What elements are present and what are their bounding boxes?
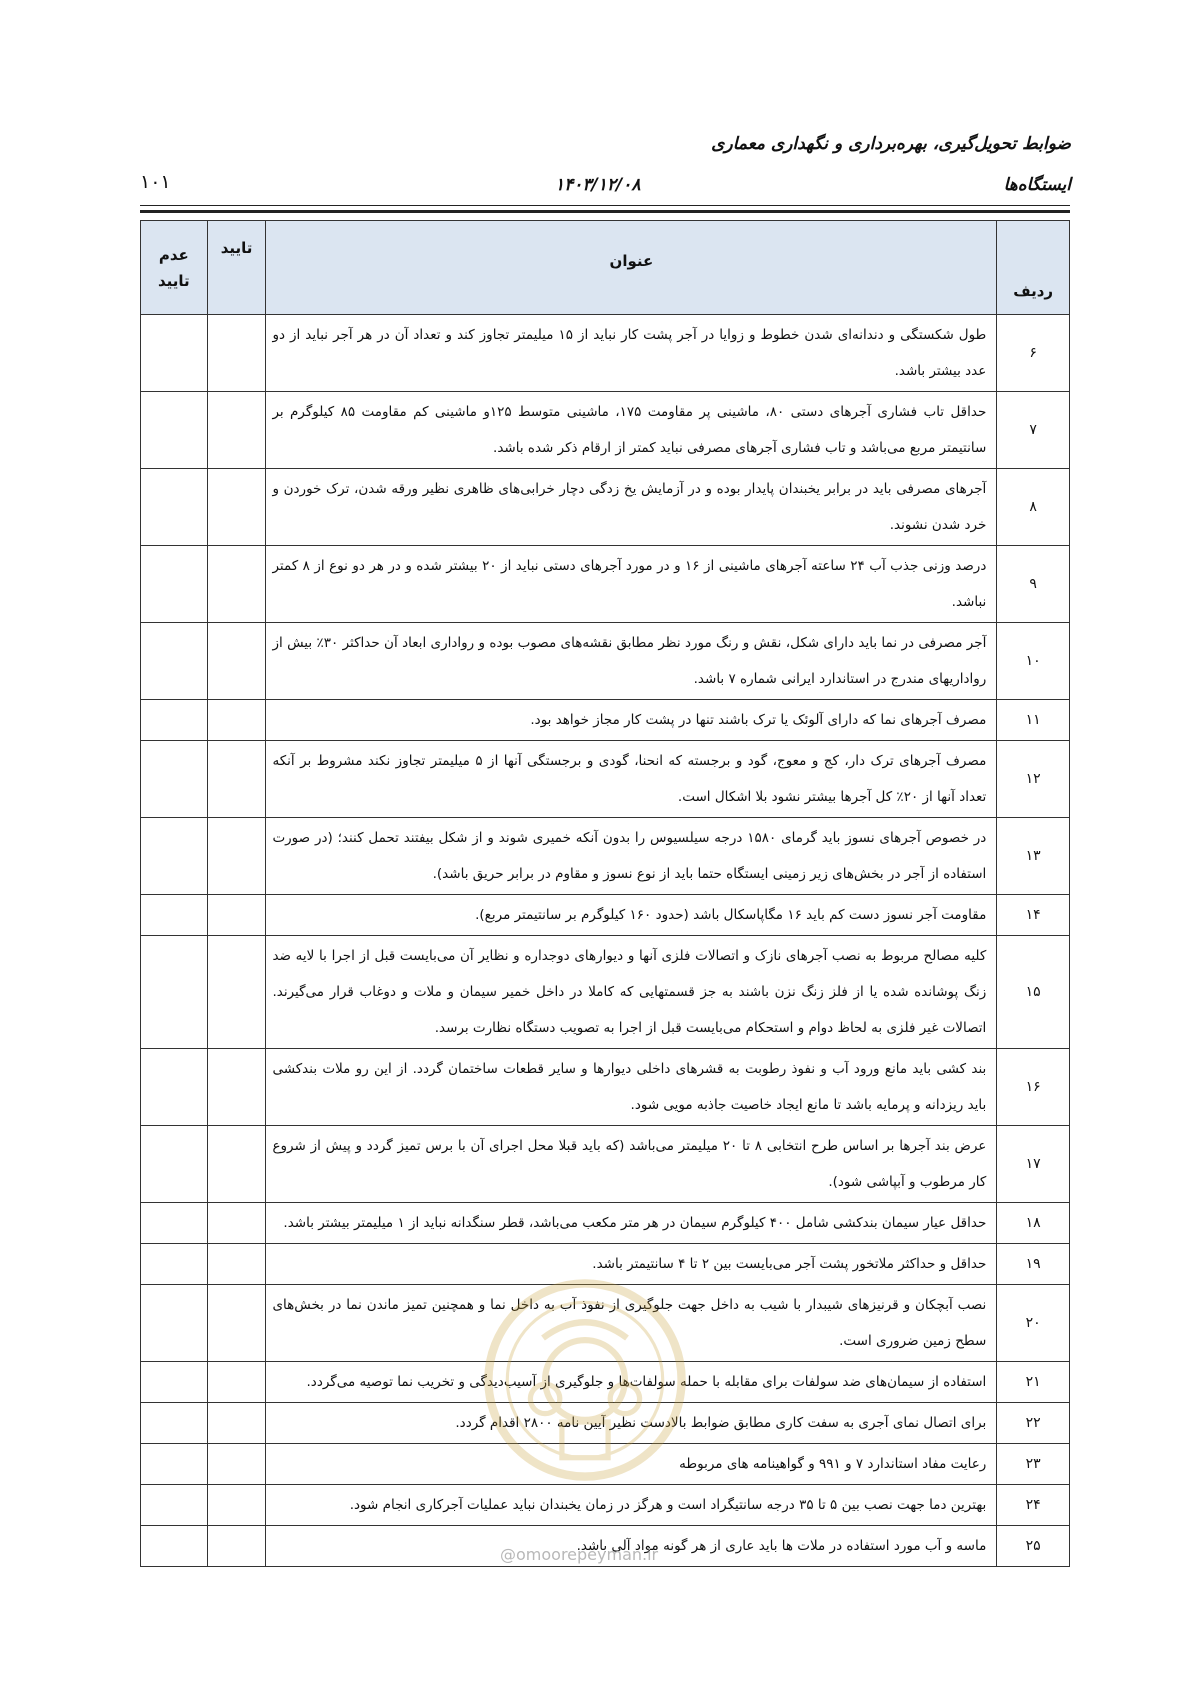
- row-text: در خصوص آجرهای نسوز باید گرمای ۱۵۸۰ درجه سیلسیوس را بدون آنکه خمیری شوند و از شکل بیفتند تحمل کنند؛ (در صورت استفاده از آجر در بخش‌های زیر زمینی ایستگاه حتما باید از نوع نسوز و مقاوم در برابر حریق باشد).: [266, 818, 997, 895]
- row-number: ۱۱: [997, 700, 1070, 741]
- row-number: ۲۵: [997, 1526, 1070, 1567]
- row-number: ۲۰: [997, 1285, 1070, 1362]
- approve-cell: [207, 546, 266, 623]
- row-number: ۱۲: [997, 741, 1070, 818]
- reject-cell: [141, 700, 208, 741]
- table-row: [141, 1403, 1070, 1444]
- header-rule-thin: [140, 205, 1070, 206]
- row-text: حداقل و حداکثر ملاتخور پشت آجر می‌بایست بین ۲ تا ۴ سانتیمتر باشد.: [266, 1244, 997, 1285]
- row-number: ۱۰: [997, 623, 1070, 700]
- approve-cell: [207, 1526, 266, 1567]
- table-row: [141, 1244, 1070, 1285]
- reject-cell: [141, 818, 208, 895]
- row-number: ۱۴: [997, 895, 1070, 936]
- table-row: [141, 1444, 1070, 1485]
- header-title: عنوان: [266, 221, 997, 315]
- table-row: [141, 818, 1070, 895]
- row-text: طول شکستگی و دندانه‌ای شدن خطوط و زوایا در آجر پشت کار نباید از ۱۵ میلیمتر تجاوز کند و تعداد آن در هر آجر نباید از دو عدد بیشتر باشد.: [266, 315, 997, 392]
- approve-cell: [207, 700, 266, 741]
- table-row: [141, 392, 1070, 469]
- section-label: ایستگاه‌ها: [1003, 175, 1071, 195]
- approve-cell: [207, 1126, 266, 1203]
- row-number: ۶: [997, 315, 1070, 392]
- approve-cell: [207, 895, 266, 936]
- header-rule-thick: [140, 210, 1070, 213]
- row-number: ۸: [997, 469, 1070, 546]
- row-text: نصب آبچکان و قرنیزهای شیبدار با شیب به داخل جهت جلوگیری از نفوذ آب به داخل نما و همچنین تمیز ماندن نما در بخش‌های سطح زمین ضروری است.: [266, 1285, 997, 1362]
- reject-cell: [141, 315, 208, 392]
- approve-cell: [207, 1362, 266, 1403]
- table-row: [141, 1203, 1070, 1244]
- table-row: [141, 1362, 1070, 1403]
- approve-cell: [207, 1244, 266, 1285]
- reject-cell: [141, 392, 208, 469]
- table-row: [141, 1285, 1070, 1362]
- reject-cell: [141, 1285, 208, 1362]
- reject-cell: [141, 1244, 208, 1285]
- header-radif: ردیف: [997, 221, 1070, 315]
- row-number: ۱۵: [997, 936, 1070, 1049]
- row-number: ۱۹: [997, 1244, 1070, 1285]
- table-row: [141, 315, 1070, 392]
- reject-cell: [141, 1444, 208, 1485]
- row-text: مقاومت آجر نسوز دست کم باید ۱۶ مگاپاسکال باشد (حدود ۱۶۰ کیلوگرم بر سانتیمتر مربع).: [266, 895, 997, 936]
- reject-cell: [141, 1203, 208, 1244]
- row-text: رعایت مفاد استاندارد ۷ و ۹۹۱ و گواهینامه های مربوطه: [266, 1444, 997, 1485]
- table-header-row: [141, 221, 1070, 315]
- row-number: ۲۳: [997, 1444, 1070, 1485]
- row-text: حداقل عیار سیمان بندکشی شامل ۴۰۰ کیلوگرم سیمان در هر متر مکعب می‌باشد، قطر سنگدانه نباید از ۱ میلیمتر بیشتر باشد.: [266, 1203, 997, 1244]
- approve-cell: [207, 469, 266, 546]
- row-number: ۱۷: [997, 1126, 1070, 1203]
- table-row: [141, 546, 1070, 623]
- row-number: ۱۳: [997, 818, 1070, 895]
- row-text: مصرف آجرهای نما که دارای آلوئک یا ترک باشند تنها در پشت کار مجاز خواهد بود.: [266, 700, 997, 741]
- row-text: ماسه و آب مورد استفاده در ملات ها باید عاری از هر گونه مواد آلی باشد.: [266, 1526, 997, 1567]
- table-row: [141, 1126, 1070, 1203]
- table-row: [141, 895, 1070, 936]
- table-row: [141, 741, 1070, 818]
- reject-cell: [141, 1526, 208, 1567]
- reject-cell: [141, 469, 208, 546]
- table-row: [141, 1485, 1070, 1526]
- approve-cell: [207, 1049, 266, 1126]
- approve-cell: [207, 623, 266, 700]
- row-number: ۲۲: [997, 1403, 1070, 1444]
- header-approve: تایید: [207, 221, 266, 315]
- row-text: آجر مصرفی در نما باید دارای شکل، نقش و رنگ مورد نظر مطابق نقشه‌های مصوب بوده و رواداری ابعاد آن حداکثر ۳۰٪ بیش از رواداریهای مندرج در استاندارد ایرانی شماره ۷ باشد.: [266, 623, 997, 700]
- row-number: ۱۸: [997, 1203, 1070, 1244]
- table-row: [141, 1049, 1070, 1126]
- requirements-table: [140, 220, 1070, 1567]
- table-row: [141, 700, 1070, 741]
- document-date: ۱۴۰۳/۱۲/۰۸: [555, 175, 641, 195]
- page-number: ۱۰۱: [140, 171, 171, 193]
- approve-cell: [207, 741, 266, 818]
- table-row: [141, 469, 1070, 546]
- approve-cell: [207, 936, 266, 1049]
- approve-cell: [207, 818, 266, 895]
- row-number: ۱۶: [997, 1049, 1070, 1126]
- approve-cell: [207, 392, 266, 469]
- row-text: مصرف آجرهای ترک دار، کج و معوج، گود و برجسته که انحنا، گودی و برجستگی آنها از ۵ میلیمتر تجاوز نکند مشروط بر آنکه تعداد آنها از ۲۰٪ کل آجرها بیشتر نشود بلا اشکال است.: [266, 741, 997, 818]
- row-number: ۷: [997, 392, 1070, 469]
- reject-cell: [141, 895, 208, 936]
- row-text: عرض بند آجرها بر اساس طرح انتخابی ۸ تا ۲۰ میلیمتر می‌باشد (که باید قبلا محل اجرای آن با برس تمیز گردد و پیش از شروع کار مرطوب و آبپاشی شود).: [266, 1126, 997, 1203]
- row-text: بهترین دما جهت نصب بین ۵ تا ۳۵ درجه سانتیگراد است و هرگز در زمان یخبندان نباید عملیات آجرکاری انجام شود.: [266, 1485, 997, 1526]
- approve-cell: [207, 1203, 266, 1244]
- reject-cell: [141, 936, 208, 1049]
- row-text: برای اتصال نمای آجری به سفت کاری مطابق ضوابط بالادست نظیر آیین نامه ۲۸۰۰ اقدام گردد.: [266, 1403, 997, 1444]
- reject-cell: [141, 1126, 208, 1203]
- approve-cell: [207, 1485, 266, 1526]
- table-row: [141, 936, 1070, 1049]
- reject-cell: [141, 1362, 208, 1403]
- reject-cell: [141, 741, 208, 818]
- watermark-url: @omoorepeyman.ir: [500, 1545, 659, 1564]
- approve-cell: [207, 1403, 266, 1444]
- row-text: استفاده از سیمان‌های ضد سولفات برای مقابله با حمله سولفات‌ها و جلوگیری از آسیب‌دیدگی و تخریب نما توصیه می‌گردد.: [266, 1362, 997, 1403]
- approve-cell: [207, 1285, 266, 1362]
- row-number: ۲۱: [997, 1362, 1070, 1403]
- table-body: [141, 315, 1070, 1567]
- row-text: درصد وزنی جذب آب ۲۴ ساعته آجرهای ماشینی از ۱۶ و در مورد آجرهای دستی نباید از ۲۰ بیشتر شده و در هر دو نوع از ۸ کمتر نباشد.: [266, 546, 997, 623]
- row-text: حداقل تاب فشاری آجرهای دستی ۸۰، ماشینی پر مقاومت ۱۷۵، ماشینی متوسط ۱۲۵و ماشینی کم مقاومت ۸۵ کیلوگرم بر سانتیمتر مربع می‌باشد و تاب فشاری آجرهای مصرفی نباید کمتر از ارقام ذکر شده باشد.: [266, 392, 997, 469]
- reject-cell: [141, 546, 208, 623]
- table-row: [141, 623, 1070, 700]
- row-number: ۹: [997, 546, 1070, 623]
- approve-cell: [207, 315, 266, 392]
- reject-cell: [141, 1485, 208, 1526]
- reject-cell: [141, 623, 208, 700]
- header-reject: عدم تایید: [141, 221, 208, 315]
- document-title: ضوابط تحویل‌گیری، بهره‌برداری و نگهداری معماری: [711, 134, 1071, 154]
- row-text: بند کشی باید مانع ورود آب و نفوذ رطوبت به قشرهای داخلی دیوارها و سایر قطعات ساختمان گردد. از این رو ملات بندکشی باید ریزدانه و پرمایه باشد تا مانع ایجاد خاصیت جاذبه مویی شود.: [266, 1049, 997, 1126]
- row-number: ۲۴: [997, 1485, 1070, 1526]
- approve-cell: [207, 1444, 266, 1485]
- reject-cell: [141, 1049, 208, 1126]
- row-text: آجرهای مصرفی باید در برابر یخبندان پایدار بوده و در آزمایش یخ زدگی دچار خرابی‌های ظاهری نظیر ورقه شدن، ترک خوردن و خرد شدن نشوند.: [266, 469, 997, 546]
- reject-cell: [141, 1403, 208, 1444]
- row-text: کلیه مصالح مربوط به نصب آجرهای نازک و اتصالات فلزی آنها و دیوارهای دوجداره و نظایر آن می‌بایست قبل از اجرا با لایه ضد زنگ پوشانده شده یا از فلز زنگ نزن باشند به جز قسمتهایی که کاملا در داخل خمیر سیمان و ملات و دوغاب قرار می‌گیرند. اتصالات غیر فلزی به لحاظ دوام و استحکام می‌بایست قبل از اجرا به تصویب دستگاه نظارت برسد.: [266, 936, 997, 1049]
